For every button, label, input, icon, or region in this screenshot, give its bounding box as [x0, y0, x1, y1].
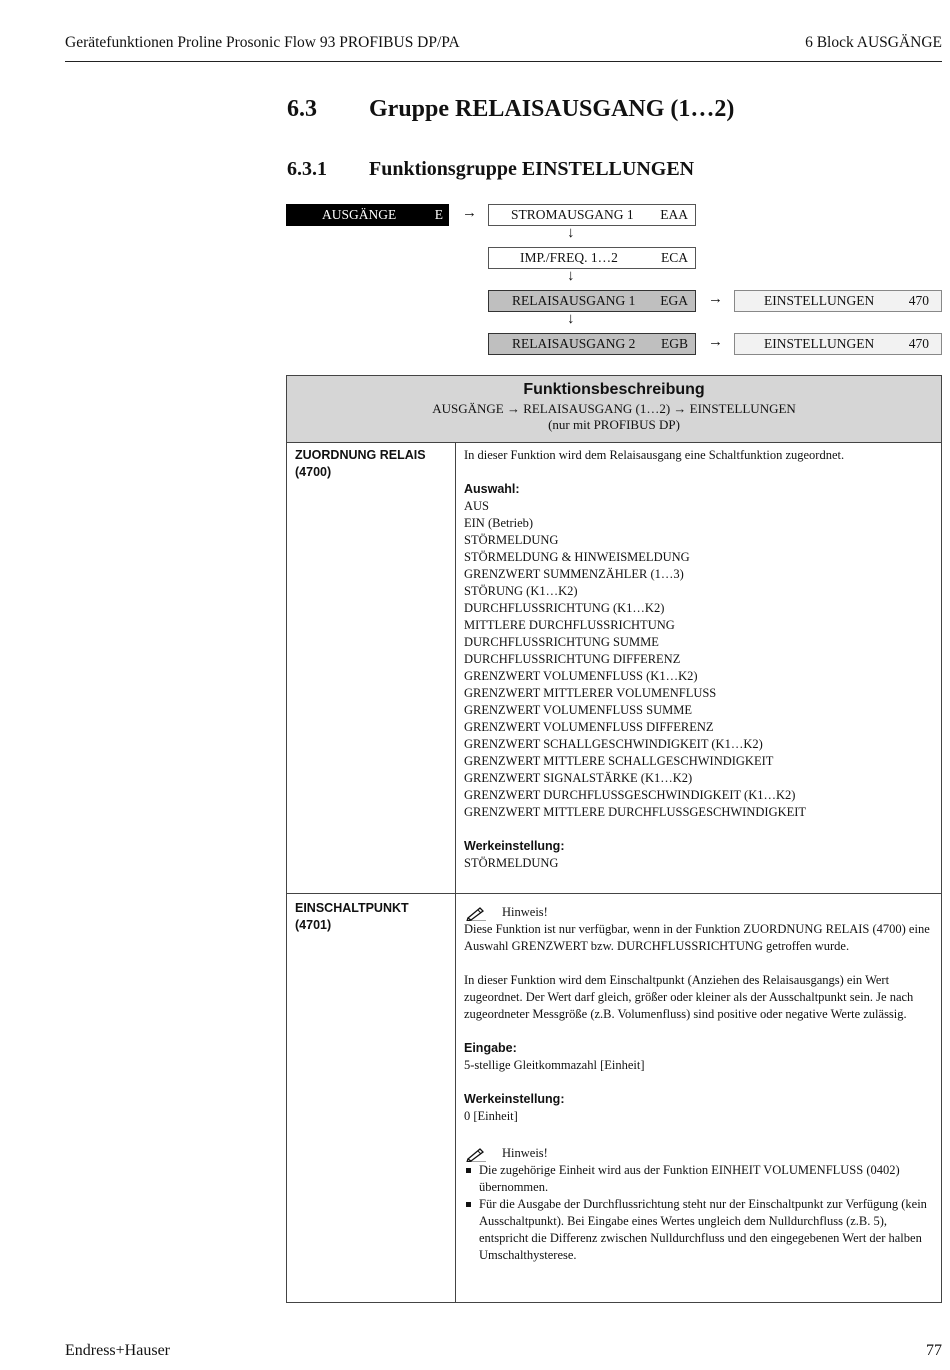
nav-function-label: EINSTELLUNGEN [764, 336, 875, 351]
option-item: GRENZWERT DURCHFLUSSGESCHWINDIGKEIT (K1…K2) [464, 788, 796, 802]
nav-arrow-down: ↓ [567, 268, 575, 284]
nav-group-label: STROMAUSGANG 1 [511, 207, 634, 222]
option-item: STÖRUNG (K1…K2) [464, 584, 578, 598]
default-label: Werkeinstellung: [464, 1092, 565, 1106]
option-item: GRENZWERT VOLUMENFLUSS SUMME [464, 703, 692, 717]
function-code: (4700) [295, 465, 332, 479]
hint-label: Hinweis! [502, 1146, 548, 1160]
hint-heading [464, 904, 934, 921]
option-item: GRENZWERT SCHALLGESCHWINDIGKEIT (K1…K2) [464, 737, 763, 751]
nav-group-label: RELAISAUSGANG 1 [512, 293, 636, 308]
nav-group-label: IMP./FREQ. 1…2 [520, 250, 618, 265]
table-path: AUSGÄNGE → RELAISAUSGANG (1…2) → EINSTELLUNGEN [432, 401, 796, 416]
subsection-number: 6.3.1 [287, 158, 327, 180]
column-divider [455, 443, 456, 1303]
table-title: Funktionsbeschreibung [523, 381, 705, 398]
table-header [287, 376, 941, 443]
row-label-zuordnung-relais [295, 447, 426, 481]
table-note: (nur mit PROFIBUS DP) [548, 417, 680, 432]
nav-function-einstellungen-1 [734, 290, 942, 312]
input-label: Eingabe: [464, 1041, 517, 1055]
nav-group-code: ECA [661, 250, 688, 265]
nav-arrow-right: → [462, 205, 477, 221]
section-number: 6.3 [287, 96, 317, 122]
input-value: 5-stellige Gleitkommazahl [Einheit] [464, 1058, 645, 1072]
nav-arrow-right: → [708, 291, 723, 307]
row-label-einschaltpunkt [295, 900, 409, 934]
row-content-einschaltpunkt [464, 904, 934, 1264]
default-value: STÖRMELDUNG [464, 856, 559, 870]
nav-group-label: RELAISAUSGANG 2 [512, 336, 636, 351]
row-content-zuordnung-relais [464, 447, 934, 872]
nav-function-einstellungen-2 [734, 333, 942, 355]
nav-group-code: EGB [661, 336, 688, 351]
option-item: GRENZWERT MITTLERE DURCHFLUSSGESCHWINDIGKEIT [464, 805, 807, 819]
option-item: GRENZWERT SIGNALSTÄRKE (K1…K2) [464, 771, 693, 785]
nav-arrow-down: ↓ [567, 311, 575, 327]
option-item: STÖRMELDUNG [464, 533, 559, 547]
option-item: GRENZWERT MITTLERER VOLUMENFLUSS [464, 686, 717, 700]
nav-arrow-down: ↓ [567, 225, 575, 241]
row-divider [287, 893, 941, 894]
option-item: DURCHFLUSSRICHTUNG (K1…K2) [464, 601, 665, 615]
nav-block-ausgaenge [286, 204, 449, 226]
nav-block-label: AUSGÄNGE [322, 207, 397, 222]
nav-block-code: E [434, 207, 443, 222]
option-item: EIN (Betrieb) [464, 516, 534, 530]
function-name: EINSCHALTPUNKT [295, 901, 409, 915]
subsection-heading [287, 158, 694, 181]
hint-label: Hinweis! [502, 905, 548, 919]
function-description-table [286, 375, 942, 1303]
nav-function-code: 470 [908, 336, 929, 351]
pencil-icon [466, 905, 488, 921]
default-label: Werkeinstellung: [464, 839, 565, 853]
option-item: AUS [464, 499, 490, 513]
function-code: (4701) [295, 918, 332, 932]
option-item: GRENZWERT SUMMENZÄHLER (1…3) [464, 567, 684, 581]
option-item: GRENZWERT VOLUMENFLUSS (K1…K2) [464, 669, 698, 683]
section-title: Gruppe RELAISAUSGANG (1…2) [369, 96, 735, 122]
nav-group-relaisausgang-1 [488, 290, 696, 312]
hint-heading [464, 1145, 934, 1162]
function-name: ZUORDNUNG RELAIS [295, 448, 426, 462]
nav-function-code: 470 [908, 293, 929, 308]
options-list [464, 498, 934, 821]
nav-group-code: EGA [660, 293, 688, 308]
footer-brand: Endress+Hauser [65, 1342, 170, 1359]
header-chapter: 6 Block AUSGÄNGE [805, 34, 942, 51]
hint-bullet: Die zugehörige Einheit wird aus der Funktion EINHEIT VOLUMENFLUSS (0402) übernommen. [464, 1162, 934, 1196]
nav-group-relaisausgang-2 [488, 333, 696, 355]
hint-bullet: Für die Ausgabe der Durchflussrichtung steht nur der Einschaltpunkt zur Verfügung (kein Ausschaltpunkt). Bei Eingabe eines Wertes ungleich dem Nulldurchfluss (z.B. 5), entspricht die Differenz zwischen Nulldurchfluss und den eingegebenen Wert der halben Umschalthysterese. [464, 1196, 934, 1264]
nav-arrow-right: → [708, 334, 723, 350]
subsection-title: Funktionsgruppe EINSTELLUNGEN [369, 158, 695, 180]
nav-group-impfreq [488, 247, 696, 269]
option-item: GRENZWERT VOLUMENFLUSS DIFFERENZ [464, 720, 714, 734]
nav-group-code: EAA [660, 207, 688, 222]
option-item: MITTLERE DURCHFLUSSRICHTUNG [464, 618, 675, 632]
option-item: DURCHFLUSSRICHTUNG DIFFERENZ [464, 652, 681, 666]
option-item: DURCHFLUSSRICHTUNG SUMME [464, 635, 659, 649]
default-value: 0 [Einheit] [464, 1109, 518, 1123]
section-heading [287, 96, 734, 123]
header-title: Gerätefunktionen Proline Prosonic Flow 93 PROFIBUS DP/PA [65, 34, 460, 51]
hint-text: Diese Funktion ist nur verfügbar, wenn in der Funktion ZUORDNUNG RELAIS (4700) eine Auswahl GRENZWERT bzw. DURCHFLUSSRICHTUNG getroffen wurde. [464, 922, 930, 953]
function-intro: In dieser Funktion wird dem Relaisausgang eine Schaltfunktion zugeordnet. [464, 448, 845, 462]
page-header [65, 32, 942, 62]
nav-group-stromausgang [488, 204, 696, 226]
pencil-icon [466, 1146, 488, 1162]
nav-function-label: EINSTELLUNGEN [764, 293, 875, 308]
options-label: Auswahl: [464, 482, 520, 496]
hint-bullet-list [464, 1162, 934, 1264]
page-number: 77 [926, 1342, 942, 1359]
function-description: In dieser Funktion wird dem Einschaltpunkt (Anziehen des Relaisausgangs) ein Wert zugeordnet. Der Wert darf gleich, größer oder kleiner als der Ausschaltpunkt sein. Je nach zugeordneter Messgröße (z.B. Volumenfluss) sind positive oder negative Werte zulässig. [464, 973, 914, 1021]
option-item: GRENZWERT MITTLERE SCHALLGESCHWINDIGKEIT [464, 754, 774, 768]
option-item: STÖRMELDUNG & HINWEISMELDUNG [464, 550, 690, 564]
